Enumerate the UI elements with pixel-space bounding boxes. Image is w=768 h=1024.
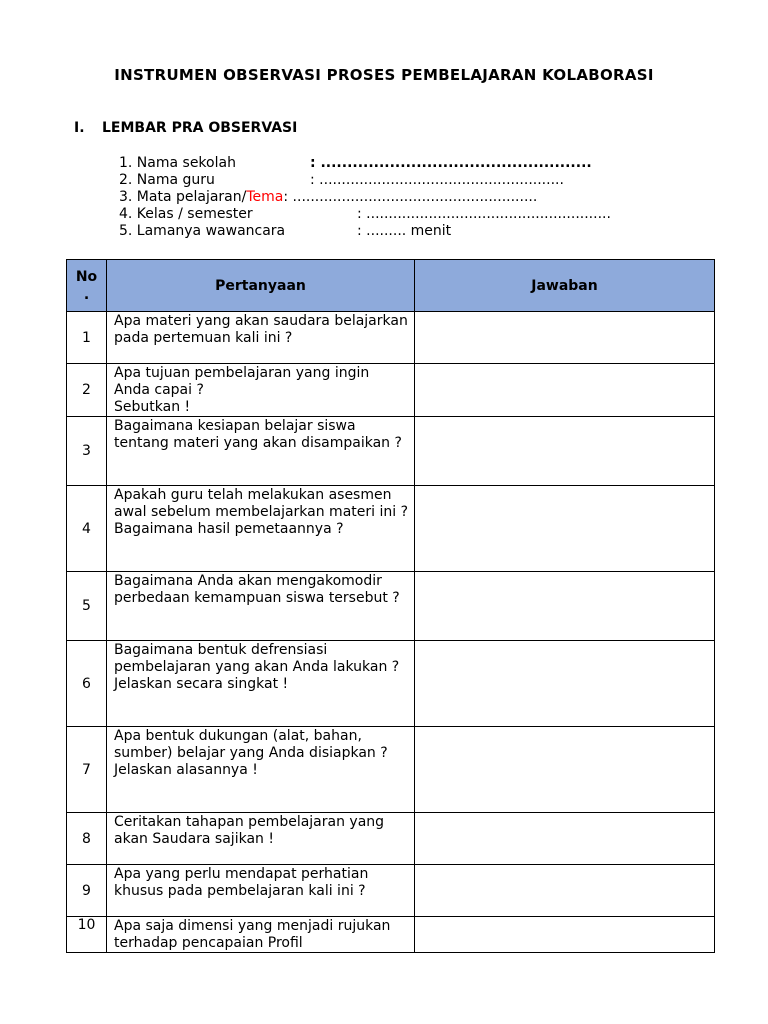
table-row [67,641,715,727]
row-number: 9 [67,865,107,917]
answer-cell [415,727,715,813]
question-cell: Bagaimana bentuk defrensiasi pembelajaran yang akan Anda lakukan ? Jelaskan secara singkat ! [107,641,415,727]
question-cell: Apa bentuk dukungan (alat, bahan, sumber) belajar yang Anda disiapkan ? Jelaskan alasannya ! [107,727,415,813]
table-row [67,312,715,364]
header-question: Pertanyaan [107,260,415,312]
table-row [67,417,715,486]
table-row [67,486,715,572]
info-label-text: 3. Mata pelajaran/ [119,189,247,205]
row-number: 6 [67,641,107,727]
info-row-teacher [119,172,611,189]
info-value: : ......... menit [357,223,452,239]
row-number: 3 [67,417,107,486]
row-number: 2 [67,364,107,417]
info-label: 1. Nama sekolah [119,155,236,171]
answer-cell [415,312,715,364]
section-heading [74,120,297,136]
info-label: 5. Lamanya wawancara [119,223,286,239]
page-title: INSTRUMEN OBSERVASI PROSES PEMBELAJARAN KOLABORASI [114,66,654,84]
answer-cell [415,572,715,641]
table-row [67,813,715,865]
table-row [67,727,715,813]
answer-cell [415,641,715,727]
row-number: 8 [67,813,107,865]
table-row [67,364,715,417]
question-cell: Apa materi yang akan saudara belajarkan pada pertemuan kali ini ? [107,312,415,364]
info-label-highlight: Tema [246,189,284,205]
row-number: 4 [67,486,107,572]
info-value: : ....................................................... [283,189,538,205]
table-row [67,572,715,641]
row-number: 7 [67,727,107,813]
header-no: No . [67,260,107,312]
table-header-row [67,260,715,312]
question-cell: Bagaimana kesiapan belajar siswa tentang materi yang akan disampaikan ? [107,417,415,486]
info-label: 4. Kelas / semester [119,206,253,222]
answer-cell [415,364,715,417]
question-cell: Apa yang perlu mendapat perhatian khusus pada pembelajaran kali ini ? [107,865,415,917]
row-number: 5 [67,572,107,641]
info-label: 2. Nama guru [119,172,215,188]
row-number: 10 [67,917,107,953]
question-cell: Bagaimana Anda akan mengakomodir perbedaan kemampuan siswa tersebut ? [107,572,415,641]
info-row-class [119,206,611,223]
observation-table [66,259,715,953]
table-row [67,865,715,917]
info-row-subject [119,189,611,206]
section-number: I. [74,120,85,136]
answer-cell [415,486,715,572]
question-cell: Ceritakan tahapan pembelajaran yang akan Saudara sajikan ! [107,813,415,865]
question-cell: Apa tujuan pembelajaran yang ingin Anda capai ? Sebutkan ! [107,364,415,417]
question-cell: Apakah guru telah melakukan asesmen awal sebelum membelajarkan materi ini ? Bagaimana hasil pemetaannya ? [107,486,415,572]
info-label [119,189,283,206]
question-cell: Apa saja dimensi yang menjadi rujukan terhadap pencapaian Profil [107,917,415,953]
answer-cell [415,917,715,953]
info-value: : ................................................... [310,155,592,171]
header-answer: Jawaban [415,260,715,312]
answer-cell [415,865,715,917]
info-row-school [119,155,611,172]
info-value: : ....................................................... [310,172,564,188]
row-number: 1 [67,312,107,364]
answer-cell [415,813,715,865]
table-row [67,917,715,953]
answer-cell [415,417,715,486]
info-row-duration [119,223,611,240]
info-value: : ....................................................... [357,206,611,222]
info-list [119,155,611,240]
section-label: LEMBAR PRA OBSERVASI [102,120,298,136]
